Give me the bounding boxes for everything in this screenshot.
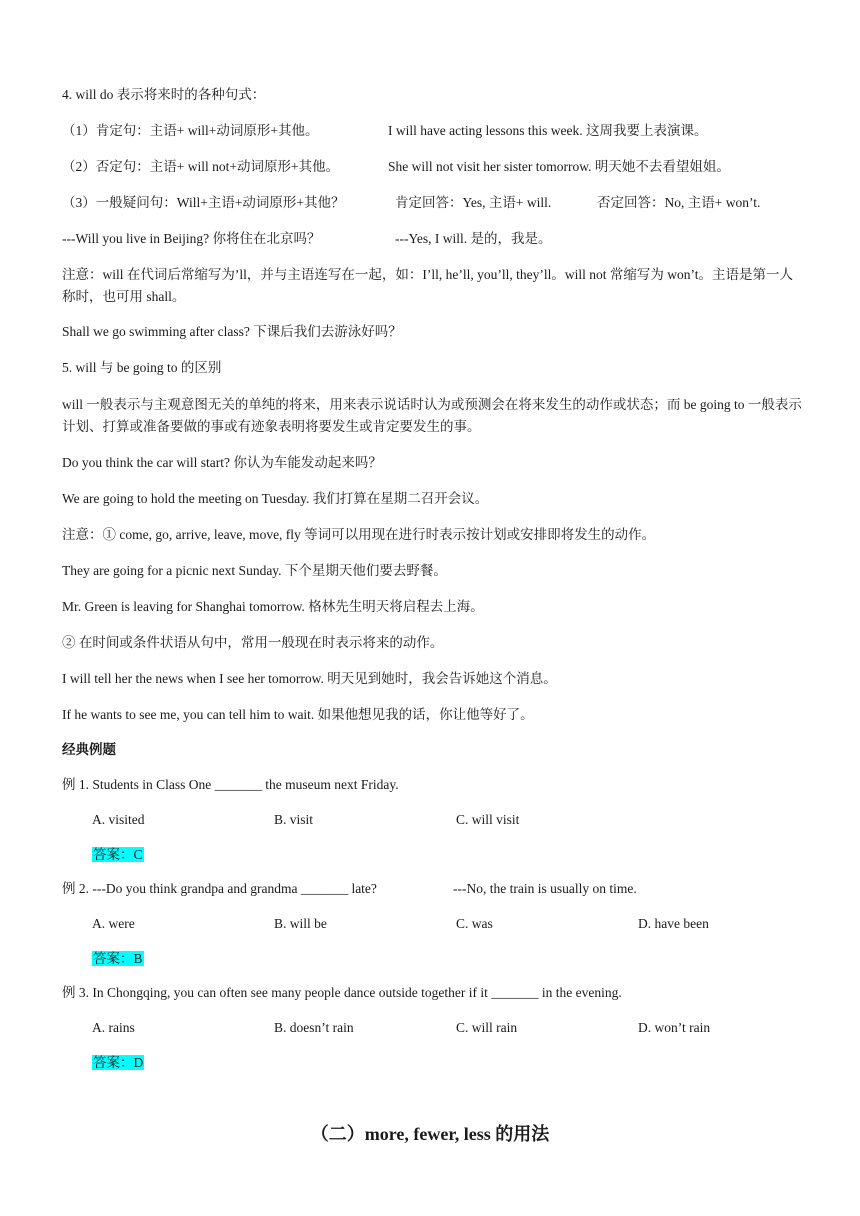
dialog-answer: ---Yes, I will. 是的，我是。 — [395, 231, 552, 246]
negative-example: She will not visit her sister tomorrow. 明天她不去看望姐姐。 — [388, 159, 730, 174]
option: B. visit — [274, 812, 314, 827]
section5-explain: will 一般表示与主观意图无关的单纯的将来，用来表示说话时认为或预测会在将来发生的动作或状态；而 be going to 一般表示计划、打算或准备要做的事或有迹象表明将要发生或肯定要发生的事。 — [62, 397, 802, 434]
example-sentence-4: Mr. Green is leaving for Shanghai tomorrow. 格林先生明天将启程去上海。 — [62, 599, 484, 614]
section5-note-1: 注意：① come, go, arrive, leave, move, fly 等词可以用现在进行时表示按计划或安排即将发生的动作。 — [62, 527, 656, 542]
answer-highlight: 答案：C — [93, 847, 143, 862]
example-sentence-2: We are going to hold the meeting on Tuesday. 我们打算在星期二召开会议。 — [62, 491, 489, 506]
option: C. will rain — [456, 1020, 518, 1035]
example-sentence-3: They are going for a picnic next Sunday. 下个星期天他们要去野餐。 — [62, 563, 447, 578]
option: C. will visit — [456, 812, 520, 827]
section4-title: 4. will do 表示将来时的各种句式： — [62, 87, 266, 102]
question-no: 否定回答：No, 主语+ won’t. — [597, 195, 761, 210]
section5-title: 5. will 与 be going to 的区别 — [62, 360, 222, 375]
option: A. visited — [92, 812, 145, 827]
section4-note: 注意：will 在代词后常缩写为’ll，并与主语连写在一起，如：I’ll, he’ll, you’ll, they’ll。will not 常缩写为 won’t。主语是第一人称时，也可用 shall。 — [62, 267, 793, 304]
section5-note-2: ② 在时间或条件状语从句中，常用一般现在时表示将来的动作。 — [62, 635, 444, 650]
question-2-reply: ---No, the train is usually on time. — [453, 881, 637, 896]
examples-heading: 经典例题 — [62, 742, 116, 757]
dialog-question: ---Will you live in Beijing? 你将住在北京吗？ — [62, 231, 321, 246]
example-sentence-1: Do you think the car will start? 你认为车能发动起来吗？ — [62, 455, 382, 470]
answer-highlight: 答案：D — [93, 1055, 144, 1070]
next-section-heading: （二）more, fewer, less 的用法 — [310, 1124, 550, 1144]
question-1-stem: 例 1. Students in Class One _______ the museum next Friday. — [62, 777, 399, 792]
negative-rule: （2）否定句：主语+ will not+动词原形+其他。 — [62, 159, 340, 174]
affirmative-example: I will have acting lessons this week. 这周我要上表演课。 — [388, 123, 708, 138]
affirmative-rule: （1）肯定句：主语+ will+动词原形+其他。 — [62, 123, 319, 138]
option: A. were — [92, 916, 135, 931]
example-sentence-6: If he wants to see me, you can tell him to wait. 如果他想见我的话，你让他等好了。 — [62, 707, 534, 722]
shall-example: Shall we go swimming after class? 下课后我们去游泳好吗？ — [62, 324, 402, 339]
answer-highlight: 答案：B — [93, 951, 143, 966]
question-2-answer — [92, 950, 144, 968]
question-rule: （3）一般疑问句：Will+主语+动词原形+其他？ — [62, 195, 345, 210]
question-3-stem: 例 3. In Chongqing, you can often see many people dance outside together if it _______ in the evening. — [62, 985, 622, 1000]
option: D. have been — [638, 916, 709, 931]
example-sentence-5: I will tell her the news when I see her tomorrow. 明天见到她时，我会告诉她这个消息。 — [62, 671, 557, 686]
option: B. doesn’t rain — [274, 1020, 354, 1035]
option: A. rains — [92, 1020, 135, 1035]
option: D. won’t rain — [638, 1020, 711, 1035]
question-1-answer — [92, 846, 144, 864]
question-2-stem: 例 2. ---Do you think grandpa and grandma _______ late? — [62, 881, 377, 896]
option: B. will be — [274, 916, 327, 931]
question-3-answer — [92, 1054, 144, 1072]
option: C. was — [456, 916, 493, 931]
question-yes: 肯定回答：Yes, 主语+ will. — [395, 195, 552, 210]
